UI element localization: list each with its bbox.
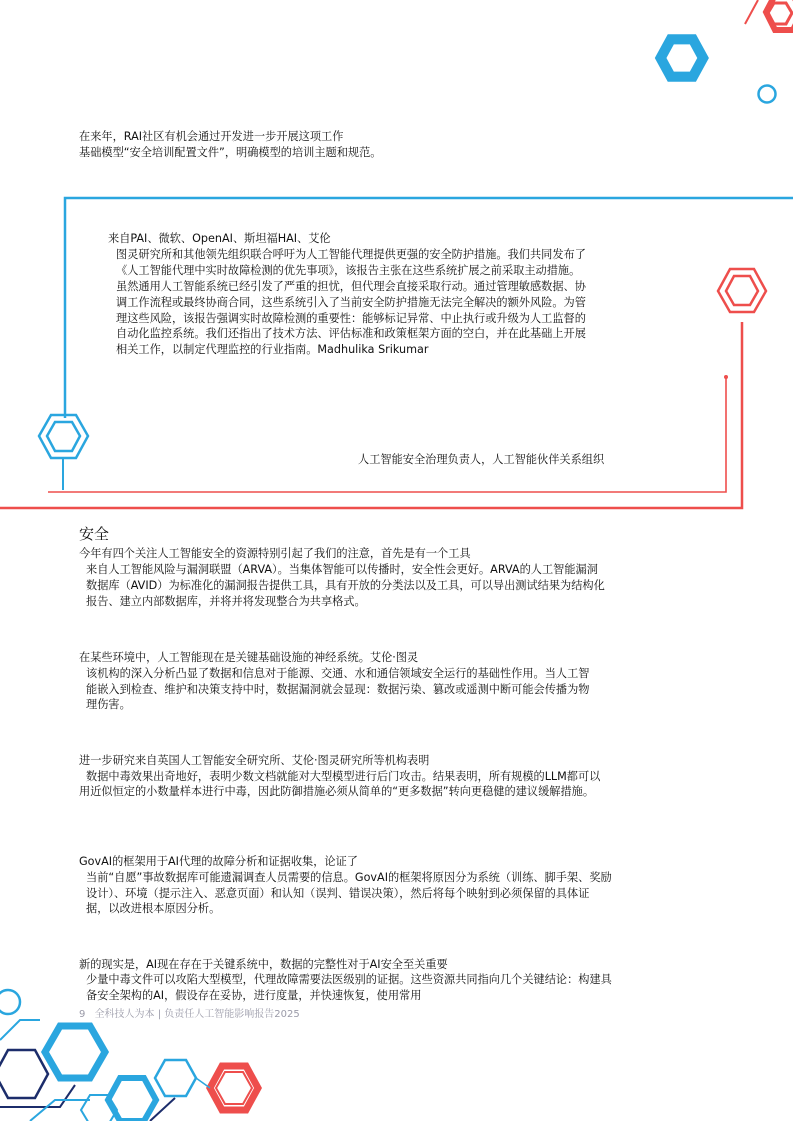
hexagon-shape [0,1050,48,1098]
footer-text: 全科技人为本 | 负责任人工智能影响报告2025 [94,1009,300,1020]
quote-line: 自动化监控系统。我们还指出了技术方法、评估标准和政策框架方面的空白，并在此基础上开展 [116,327,586,340]
circle-shape [724,375,728,379]
paragraph-lead: 进一步研究来自英国人工智能安全研究所、艾伦·图灵研究所等机构表明 [79,754,430,767]
intro-line-1: 在来年，RAI社区有机会通过开发进一步开展这项工作 [79,130,344,143]
hexagon-shape [47,422,80,451]
quote-line: 虽然通用人工智能系统已经引发了严重的担忧，但代理会直接采取行动。通过管理敏感数据、协 [116,280,586,293]
paragraph-line: 据，以改进根本原因分析。 [86,902,221,915]
quote-line: 图灵研究所和其他领先组织联合呼吁为人工智能代理提供更强的安全防护措施。我们共同发布了 [116,248,586,261]
paragraph-lead: 在某些环境中，人工智能现在是关键基础设施的神经系统。艾伦·图灵 [79,651,419,664]
hexagon-shape [726,276,758,305]
paragraph-line: 报告、建立内部数据库，并将并将发现整合为共享格式。 [86,595,366,608]
paragraph-lead: 新的现实是，AI现在存在于关键系统中，数据的完整性对于AI安全至关重要 [79,958,448,971]
paragraph-line: 来自人工智能风险与漏洞联盟（ARVA）。当集体智能可以传播时，安全性会更好。ARVA的人工智能漏洞 [86,563,598,576]
paragraph-line: 数据中毒效果出奇地好，表明少数文档就能对大型模型进行后门攻击。结果表明，所有规模的LLM都可以 [86,770,601,783]
hexagon-shape [661,39,704,76]
paragraph-line: 用近似恒定的小数量样本进行中毒，因此防御措施必须从简单的“更多数据”转向更稳健的建议缓解措施。 [79,785,595,798]
paragraph-line: 设计）、环境（提示注入、恶意页面）和认知（误判、错误决策），然后将每个映射到必须保留的具体证 [86,887,590,900]
quote-attribution: 人工智能安全治理负责人，人工智能伙伴关系组织 [358,453,605,466]
circle-shape [0,990,20,1014]
quote-line: 《人工智能代理中实时故障检测的优先事项》，该报告主张在这些系统扩展之前采取主动措施。 [116,264,581,277]
paragraph-line: 当前“自愿”事故数据库可能遗漏调查人员需要的信息。GovAI的框架将原因分为系统（训练、脚手架、奖励 [86,871,612,884]
paragraph-line: 少量中毒文件可以攻陷大型模型，代理故障需要法医级别的证据。这些资源共同指向几个关键结论：构建具 [86,973,612,986]
circle-shape [759,86,776,103]
quote-line: 来自PAI、微软、OpenAI、斯坦福HAI、艾伦 [108,232,331,245]
hexagon-shape [768,3,792,24]
paragraph-line: 备安全架构的AI，假设存在妥协，进行度量，并快速恢复，使用常用 [86,989,422,1002]
paragraph-line: 能嵌入到检查、维护和决策支持中时，数据漏洞就会显现：数据污染、篡改或遥测中断可能会传播为物 [86,683,590,696]
paragraph-lead: GovAI的框架用于AI代理的故障分析和证据收集，论证了 [79,855,358,868]
section-title: 安全 [79,525,110,543]
paragraph-line: 理伤害。 [86,698,131,711]
paragraph-lead: 今年有四个关注人工智能安全的资源特别引起了我们的注意，首先是有一个工具 [79,547,471,560]
quote-line: 调工作流程或最终协商合同，这些系统引入了当前安全防护措施无法完全解决的额外风险。为管 [116,296,586,309]
decor-line [0,1020,40,1040]
hexagon-shape [155,1060,196,1096]
decor-line [745,0,758,24]
paragraph-line: 该机构的深入分析凸显了数据和信息对于能源、交通、水和通信领域安全运行的基础性作用。当人工智 [86,667,590,680]
hexagon-shape [45,1026,105,1078]
quote-line: 相关工作，以制定代理监控的行业指南。Madhulika Srikumar [116,343,429,356]
page-number: 9 [79,1009,86,1020]
intro-line-2: 基础模型“安全培训配置文件”，明确模型的培训主题和规范。 [79,146,382,159]
decor-line [48,378,726,492]
hexagon-shape [216,1072,252,1104]
paragraph-line: 数据库（AVID）为标准化的漏洞报告提供工具，具有开放的分类法以及工具，可以导出测试结果为结构化 [86,579,605,592]
page-footer [79,1005,300,1020]
quote-line: 理这些风险，该报告强调实时故障检测的重要性：能够标记异常、中止执行或升级为人工监督的 [116,312,586,325]
decor-line [196,1078,210,1088]
